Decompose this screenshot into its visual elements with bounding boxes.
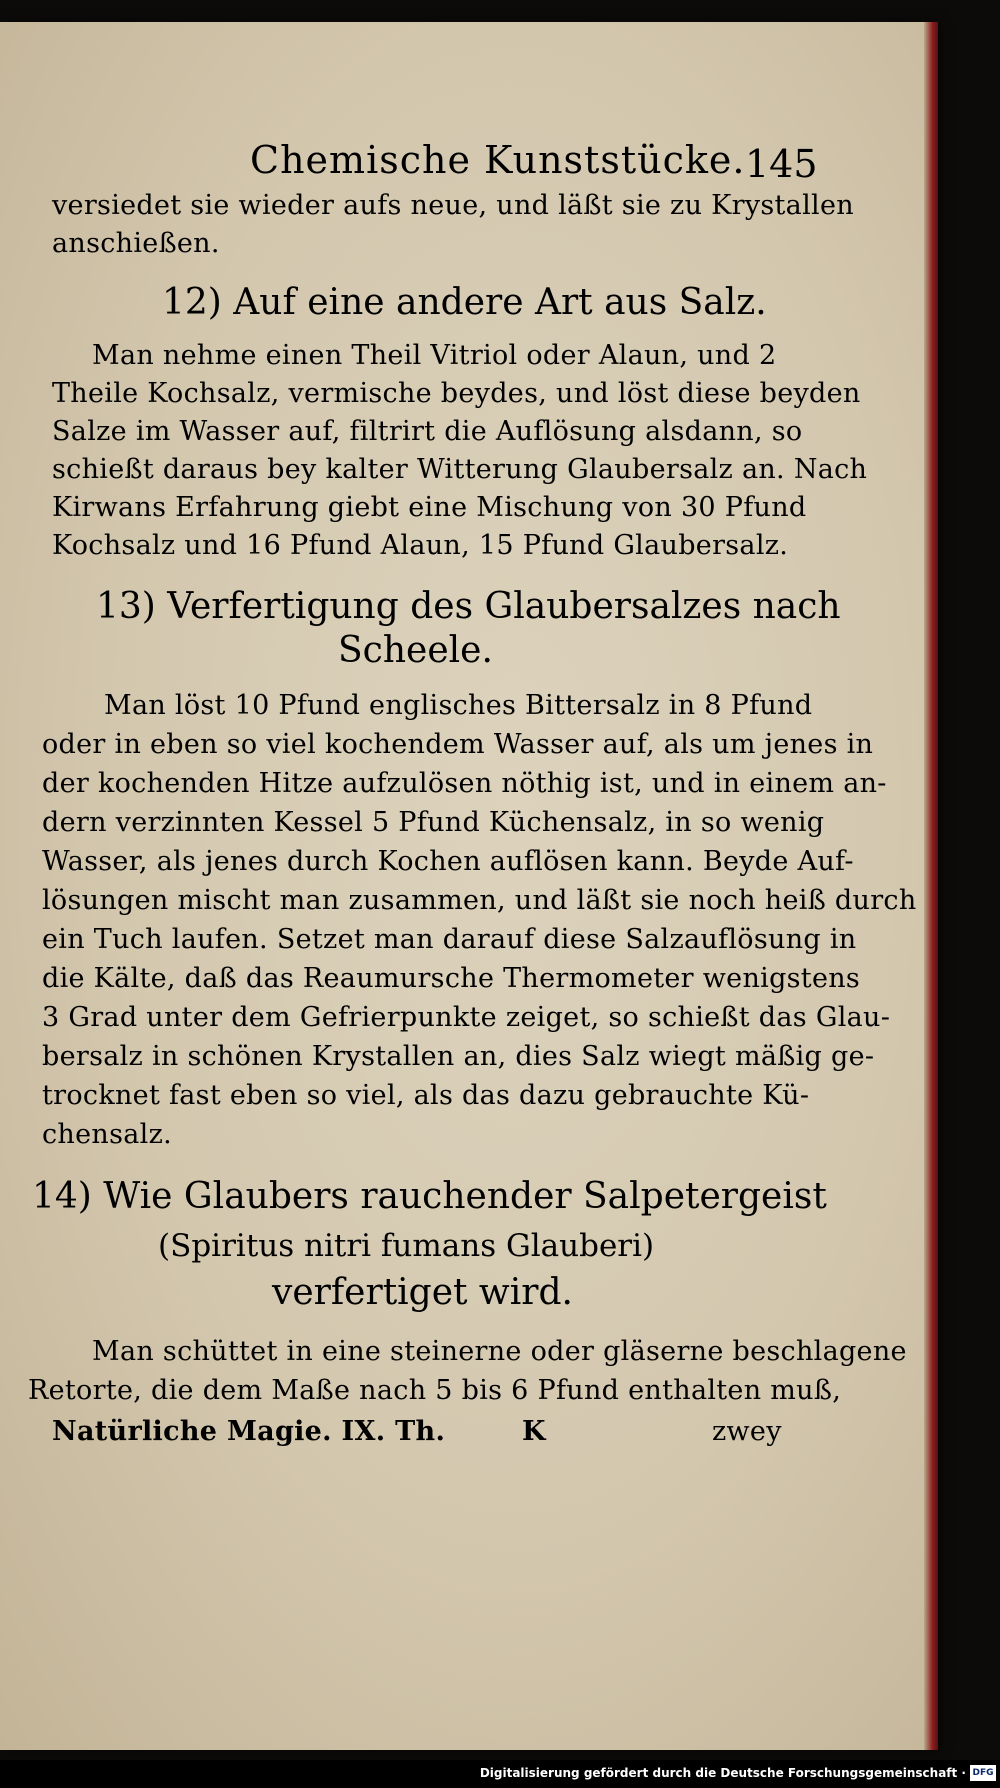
section-heading-12: 12) Auf eine andere Art aus Salz. (162, 282, 767, 323)
footer-credit: Digitalisierung gefördert durch die Deutsche Forschungsgemeinschaft · (479, 1766, 966, 1780)
section-heading-14: 14) Wie Glaubers rauchender Salpetergeist (32, 1176, 827, 1217)
text-line: Man schüttet in eine steinerne oder gläserne beschlagene (92, 1336, 907, 1367)
text-line: Salze im Wasser auf, filtrirt die Auflösung alsdann, so (52, 416, 803, 447)
text-line: Man löst 10 Pfund englisches Bittersalz in 8 Pfund (104, 690, 813, 721)
section-heading-13: 13) Verfertigung des Glaubersalzes nach (96, 586, 841, 627)
text-line: bersalz in schönen Krystallen an, dies Salz wiegt mäßig ge- (42, 1041, 875, 1072)
text-line: lösungen mischt man zusammen, und läßt sie noch heiß durch (42, 885, 917, 916)
page-number: 145 (745, 142, 818, 186)
footer-bar (0, 1760, 1000, 1788)
text-line: dern verzinnten Kessel 5 Pfund Küchensalz, in so wenig (42, 807, 825, 838)
running-title: Chemische Kunststücke. (250, 138, 746, 182)
text-line: Kochsalz und 16 Pfund Alaun, 15 Pfund Glaubersalz. (52, 530, 789, 561)
signature-mark: K (522, 1416, 546, 1447)
section-heading-14-end: verfertiget wird. (272, 1272, 573, 1313)
text-line: 3 Grad unter dem Gefrierpunkte zeiget, so schießt das Glau- (42, 1002, 891, 1033)
text-line: oder in eben so viel kochendem Wasser auf, als um jenes in (42, 729, 874, 760)
catchword: zwey (712, 1416, 782, 1447)
signature-title: Natürliche Magie. IX. Th. (52, 1416, 446, 1447)
dfg-logo: DFG (970, 1765, 996, 1781)
page-edge (924, 22, 938, 1750)
text-line: Kirwans Erfahrung giebt eine Mischung von 30 Pfund (52, 492, 807, 523)
text-line: Retorte, die dem Maße nach 5 bis 6 Pfund enthalten muß, (28, 1375, 842, 1406)
text-line: schießt daraus bey kalter Witterung Glaubersalz an. Nach (52, 454, 868, 485)
section-heading-14-latin: (Spiritus nitri fumans Glauberi) (158, 1228, 655, 1264)
text-line: die Kälte, daß das Reaumursche Thermometer wenigstens (42, 963, 861, 994)
section-heading-13-name: Scheele. (338, 630, 493, 671)
text-line: ein Tuch laufen. Setzet man darauf diese Salzauflösung in (42, 924, 857, 955)
text-line: Wasser, als jenes durch Kochen auflösen kann. Beyde Auf- (42, 846, 854, 877)
text-line: Man nehme einen Theil Vitriol oder Alaun, und 2 (92, 340, 777, 371)
text-line: trocknet fast eben so viel, als das dazu gebrauchte Kü- (42, 1080, 810, 1111)
text-line: Theile Kochsalz, vermische beydes, und löst diese beyden (52, 378, 861, 409)
text-line: anschießen. (52, 228, 220, 259)
text-line: chensalz. (42, 1119, 172, 1150)
text-line: versiedet sie wieder aufs neue, und läßt sie zu Krystallen (52, 190, 854, 221)
text-line: der kochenden Hitze aufzulösen nöthig ist, und in einem an- (42, 768, 887, 799)
